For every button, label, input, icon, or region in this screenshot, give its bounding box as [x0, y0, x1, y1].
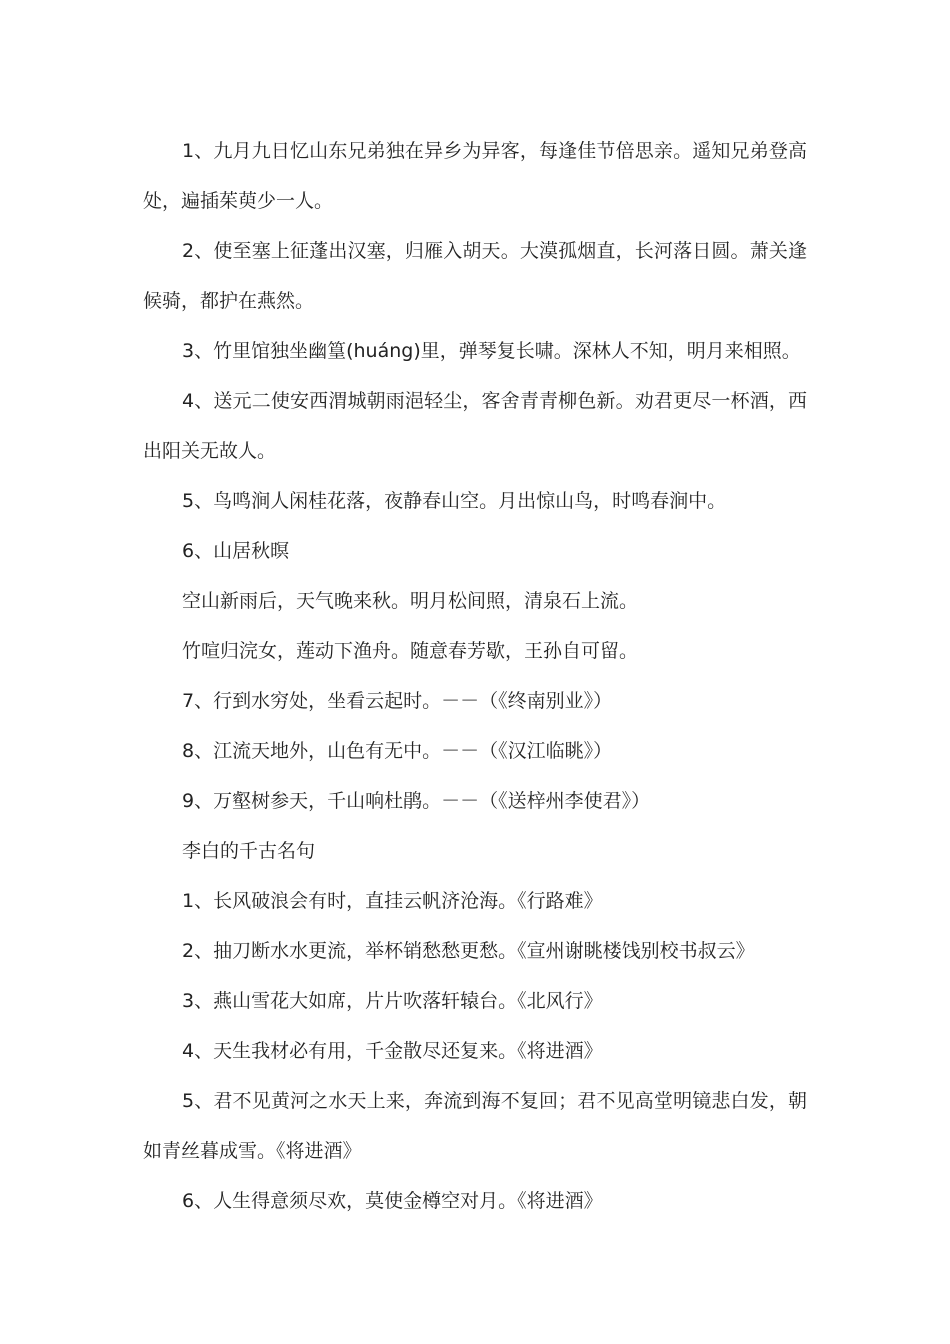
poem-paragraph-7: 7、行到水穷处，坐看云起时。－－（《终南别业》） — [182, 690, 613, 712]
libai-quote-6: 6、人生得意须尽欢，莫使金樽空对月。《将进酒》 — [182, 1190, 603, 1212]
libai-quote-4: 4、天生我材必有用，千金散尽还复来。《将进酒》 — [182, 1040, 603, 1062]
poem-paragraph-5: 5、鸟鸣涧人闲桂花落，夜静春山空。月出惊山鸟，时鸣春涧中。 — [182, 490, 727, 512]
section-heading-libai: 李白的千古名句 — [182, 840, 316, 862]
libai-quote-5: 5、君不见黄河之水天上来，奔流到海不复回；君不见高堂明镜悲白发，朝如青丝暮成雪。《将进酒》 — [143, 1090, 807, 1162]
poem-title-6: 6、山居秋暝 — [182, 540, 290, 562]
poem-paragraph-1: 1、九月九日忆山东兄弟独在异乡为异客，每逢佳节倍思亲。遥知兄弟登高处，遍插茱萸少一人。 — [143, 140, 807, 212]
libai-quote-2: 2、抽刀断水水更流，举杯销愁愁更愁。《宣州谢眺楼饯别校书叔云》 — [182, 940, 755, 962]
poem-line-6b: 竹喧归浣女，莲动下渔舟。随意春芳歇，王孙自可留。 — [182, 640, 639, 662]
poem-paragraph-9: 9、万壑树参天，千山响杜鹃。－－（《送梓州李使君》） — [182, 790, 651, 812]
libai-quote-1: 1、长风破浪会有时，直挂云帆济沧海。《行路难》 — [182, 890, 603, 912]
poem-paragraph-3: 3、竹里馆独坐幽篁(huáng)里，弹琴复长啸。深林人不知，明月来相照。 — [182, 340, 801, 362]
poem-line-6a: 空山新雨后，天气晚来秋。明月松间照，清泉石上流。 — [182, 590, 639, 612]
poem-paragraph-2: 2、使至塞上征蓬出汉塞，归雁入胡天。大漠孤烟直，长河落日圆。萧关逢候骑，都护在燕然。 — [143, 240, 807, 312]
libai-quote-3: 3、燕山雪花大如席，片片吹落轩辕台。《北风行》 — [182, 990, 603, 1012]
poem-paragraph-4: 4、送元二使安西渭城朝雨浥轻尘，客舍青青柳色新。劝君更尽一杯酒，西出阳关无故人。 — [143, 390, 807, 462]
poem-paragraph-8: 8、江流天地外，山色有无中。－－（《汉江临眺》） — [182, 740, 613, 762]
